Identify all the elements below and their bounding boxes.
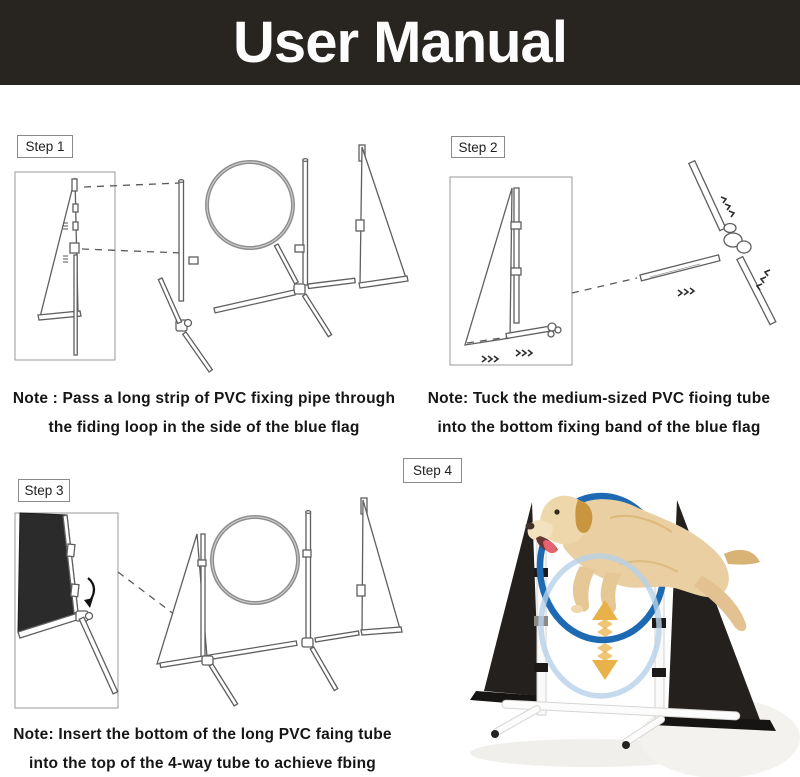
dog-illustration [526,496,761,631]
dog-eye [554,509,559,514]
medium-pvc-tube-shape [640,255,720,296]
four-way-connector-shape [689,161,776,325]
step-2-note-line-1: Note: Tuck the medium-sized PVC fioing tube [427,390,771,407]
step-3-diagram [10,492,420,715]
assembled-stand-shape [157,511,359,706]
step-1-note-line-1: Note : Pass a long strip of PVC fixing pipe through [12,390,396,407]
step-3-label-text: Step 3 [24,483,64,498]
right-flag-shape [357,498,402,635]
step-1-label-text: Step 1 [25,139,65,154]
assembly-guide-dash-2 [82,249,182,253]
page-title: User Manual [233,9,567,75]
black-flag-detail-shape [18,513,118,694]
upright-pole-with-base-shape [214,159,355,337]
step-1-note [0,384,408,442]
assembly-guide-dash-1 [84,183,180,187]
right-flag-shape [356,145,408,288]
hoop-shape [207,162,293,248]
step-4-photo [440,468,800,777]
step-3-note-line-1: Note: Insert the bottom of the long PVC faing tube [13,726,392,743]
long-pvc-pipe-shape [158,180,212,372]
step-2-diagram [430,150,800,380]
assembly-guide-dash [572,278,637,293]
step-2-note [398,384,800,442]
step-3-note-line-2: into the top of the 4-way tube to achieve fbing [29,755,376,772]
flag-bottom-band-shape [465,188,561,362]
dog-nose [526,523,535,530]
step-3-note [0,720,405,777]
step-2-label-text: Step 2 [458,139,498,155]
step-4-label-text: Step 4 [412,463,453,478]
flag-with-pole-shape [38,178,81,355]
step-1-diagram [10,140,410,385]
step-1-note-line-2: the fiding loop in the side of the blue flag [48,419,360,436]
step-2-note-line-2: into the bottom fixing band of the blue flag [437,419,761,436]
header-banner [0,0,800,85]
